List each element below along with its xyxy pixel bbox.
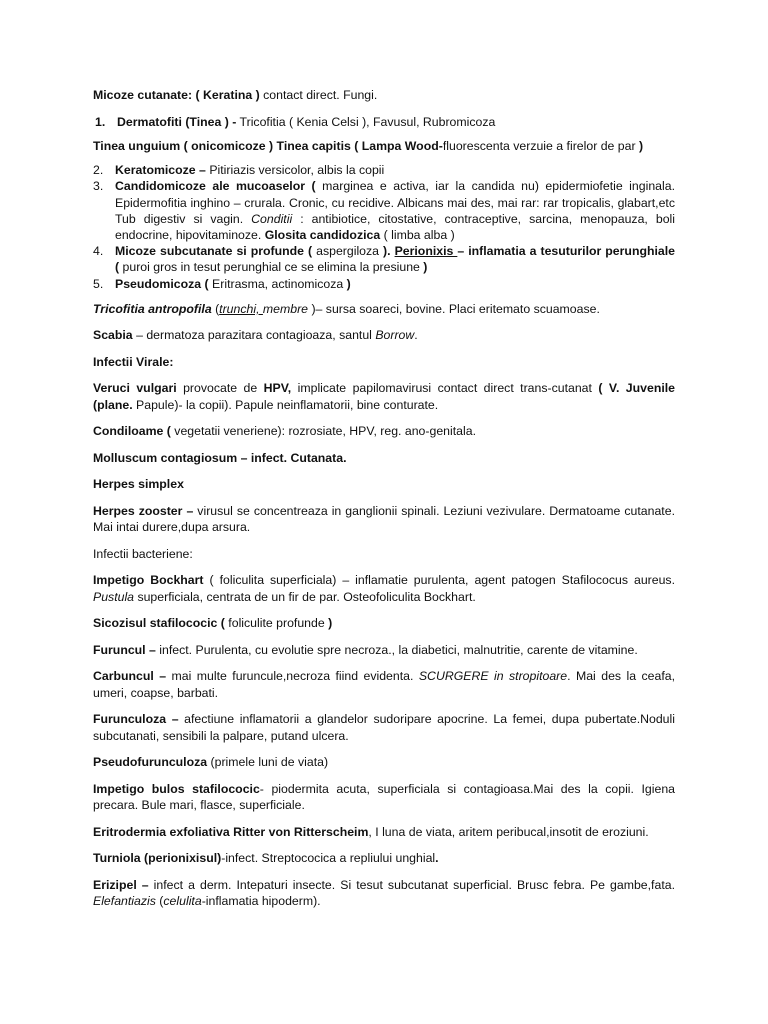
paragraph-turniola [93, 850, 675, 867]
numbered-list-dermatofiti [93, 114, 675, 130]
list-item-micoze-subcutanate [93, 243, 675, 275]
text-run: Pustula [93, 589, 135, 604]
list-item-pseudomicoza [93, 276, 675, 292]
list-item-text [115, 277, 351, 291]
text-run: , I luna de viata, aritem peribucal,insotit de eroziuni. [368, 824, 649, 839]
text-run: afectiune inflamatorii a glandelor sudoripare apocrine. La femei, dupa pubertate.Noduli subcutanati, sensibili la palpare, putand ulcera. [93, 712, 675, 743]
text-run: ( foliculita superficiala) – inflamatie purulenta, agent patogen Stafilococus aureus. [203, 573, 675, 588]
text-run: Dermatofiti (Tinea ) - [117, 114, 237, 129]
text-run: Furunculoza – [93, 712, 179, 727]
list-item-text [115, 244, 675, 274]
text-run: Eritrasma, actinomicoza [208, 276, 347, 291]
text-run: virusul se concentreaza in ganglionii spinali. Leziuni vezivulare. Dermatoame cutanate. Mai intai durere,dupa arsura. [93, 503, 675, 535]
list-item-text [117, 115, 495, 129]
text-run: Candidomicoze ale mucoaselor ( [115, 179, 316, 194]
text-run: -inflamatia hipoderm). [201, 894, 321, 909]
text-run: marginea e activa, iar la candida nu) epidermiofetie inginala. Epidermofitia inghino – crurala. Cronic, cu recidive. Albicans mai des, mai rar: rar tropicalis, glabart,etc Tub digestiv si vagin. [115, 179, 675, 226]
text-run: ) [639, 138, 644, 153]
text-run: membre [262, 301, 309, 316]
text-run: -infect. Streptococica a repliului unghial [221, 851, 436, 866]
list-number: 5. [93, 276, 104, 291]
text-run: contact direct. Fungi. [259, 88, 378, 102]
text-run: Micoze subcutanate si profunde ( [115, 244, 313, 259]
text-run: SCURGERE in stropitoare [418, 669, 568, 684]
paragraph-scabia [93, 327, 675, 344]
list-item-text [115, 179, 675, 242]
text-run: Tricofitia antropofila [93, 301, 212, 316]
paragraph-molluscum [93, 450, 675, 467]
text-run: ). [383, 244, 391, 259]
document-body [93, 87, 675, 920]
text-run: ) [423, 260, 428, 275]
text-run: Keratomicoze – [115, 163, 206, 178]
text-run: Perionixis [394, 244, 458, 259]
paragraph-condiloame [93, 423, 675, 440]
text-run: . [435, 851, 439, 866]
list-number: 1. [95, 114, 106, 129]
list-item-candidomicoze [93, 178, 675, 243]
text-run: HPV, [263, 381, 292, 396]
text-run: Tinea unguium ( onicomicoze ) Tinea capitis ( Lampa Wood- [93, 138, 443, 153]
heading-infectii-bacteriene [93, 546, 675, 563]
text-run: - piodermita acuta, superficiala si contagioasa.Mai des la copii. Igiena precara. Bule mari, flasce, superficiale. [93, 781, 676, 813]
text-run: ( [211, 301, 220, 316]
text-run: Impetigo Bockhart [93, 573, 204, 588]
paragraph-micoze-cutanate [93, 87, 675, 104]
paragraph-herpes-simplex [93, 476, 675, 493]
text-run: mai multe furuncule,necroza fiind evidenta. [166, 669, 419, 684]
text-run: implicate papilomavirusi contact direct trans-cutanat [291, 381, 599, 396]
paragraph-erizipel [93, 877, 675, 910]
list-number: 4. [93, 244, 104, 259]
text-run: Pitiriazis versicolor, albis la copii [205, 163, 385, 178]
list-number: 2. [93, 163, 104, 178]
list-number: 3. [93, 179, 104, 194]
text-run: Herpes zooster – [93, 503, 194, 518]
text-run: Elefantiazis [93, 894, 156, 909]
text-run: Eritrodermia exfoliativa Ritter von Ritterscheim [93, 824, 369, 839]
text-run: trunchi, [219, 301, 263, 316]
text-run: Micoze cutanate: ( Keratina ) [93, 88, 260, 102]
paragraph-veruci-vulgari [93, 380, 675, 413]
text-run: Impetigo bulos stafilococic [93, 781, 260, 796]
text-run: Borrow [375, 328, 415, 343]
text-run: Pseudomicoza ( [115, 276, 209, 291]
text-run: – inflamatia a tesuturilor perunghiale ( [115, 244, 675, 275]
paragraph-tinea [93, 138, 675, 155]
text-run: Conditii [251, 211, 293, 226]
text-run: Herpes simplex [93, 477, 184, 492]
text-run: Erizipel – [93, 877, 149, 892]
text-run: Molluscum contagiosum – infect. Cutanata. [93, 450, 347, 465]
text-run: – dermatoza parazitara contagioaza, santul [132, 328, 376, 343]
text-run: superficiala, centrata de un fir de par. Osteofoliculita Bockhart. [134, 589, 476, 604]
text-run: provocate de [176, 381, 264, 396]
paragraph-impetigo-bulos [93, 781, 675, 814]
text-run: ) [328, 616, 333, 631]
text-run: . [414, 328, 418, 343]
text-run: (primele luni de viata) [207, 755, 329, 770]
text-run: ) [346, 276, 351, 291]
text-run: Furuncul – [93, 642, 156, 657]
text-run: Pseudofurunculoza [93, 755, 208, 770]
list-item-keratomicoze [93, 162, 675, 178]
paragraph-furuncul [93, 642, 675, 659]
paragraph-herpes-zooster [93, 503, 675, 536]
text-run: infect. Purulenta, cu evolutie spre necroza., la diabetici, malnutritie, carente de vitamine. [155, 642, 638, 657]
text-run: Veruci vulgari [93, 381, 177, 396]
list-item-dermatofiti [93, 114, 675, 130]
paragraph-impetigo-bockhart [93, 572, 675, 605]
text-run: foliculite profunde [224, 616, 329, 631]
text-run: Infectii bacteriene: [93, 546, 193, 561]
list-item-text [115, 163, 384, 177]
text-run: puroi gros in tesut perunghial ce se elimina la presiune [119, 260, 424, 275]
text-run: Glosita candidozica [264, 228, 381, 243]
text-run: Infectii Virale: [93, 354, 174, 369]
text-run: vegetatii veneriene): rozrosiate, HPV, reg. ano-genitala. [170, 424, 476, 439]
paragraph-sicozisul [93, 615, 675, 632]
text-run: Sicozisul stafilococic ( [93, 616, 225, 631]
text-run: . Mai des la ceafa, umeri, coapse, barbati. [93, 669, 676, 700]
text-run: Condiloame ( [93, 424, 171, 439]
heading-infectii-virale [93, 354, 675, 371]
text-run: Turniola (perionixisul) [93, 851, 222, 866]
text-run: : antibiotice, citostative, contraceptive, sarcina, menopauza, boli endocrine, hipovitaminoze. [115, 211, 675, 243]
text-run: ( V. Juvenile (plane. [93, 381, 676, 412]
numbered-list-micoze [93, 162, 675, 292]
text-run: Papule)- la copii). Papule neinflamatorii, bine conturate. [132, 397, 439, 412]
text-run: )– sursa soareci, bovine. Placi eritemato scuamoase. [308, 301, 600, 316]
paragraph-furunculoza [93, 711, 675, 744]
text-run: infect a derm. Intepaturi insecte. Si tesut subcutanat superficial. Brusc febra. Pe gambe,fata. [148, 877, 675, 892]
text-run: Scabia [93, 328, 133, 343]
text-run: ( [155, 894, 164, 909]
text-run: Carbuncul – [93, 669, 167, 684]
paragraph-carbuncul [93, 668, 675, 701]
text-run: aspergiloza [312, 244, 384, 259]
paragraph-tricofitia [93, 301, 675, 318]
paragraph-eritrodermia [93, 824, 675, 841]
paragraph-pseudofurunculoza [93, 754, 675, 771]
text-run: ( limba alba ) [380, 228, 455, 243]
text-run: celulita [163, 894, 202, 909]
text-run: Tricofitia ( Kenia Celsi ), Favusul, Rubromicoza [236, 114, 496, 129]
text-run: fluorescenta verzuie a firelor de par [442, 138, 639, 153]
